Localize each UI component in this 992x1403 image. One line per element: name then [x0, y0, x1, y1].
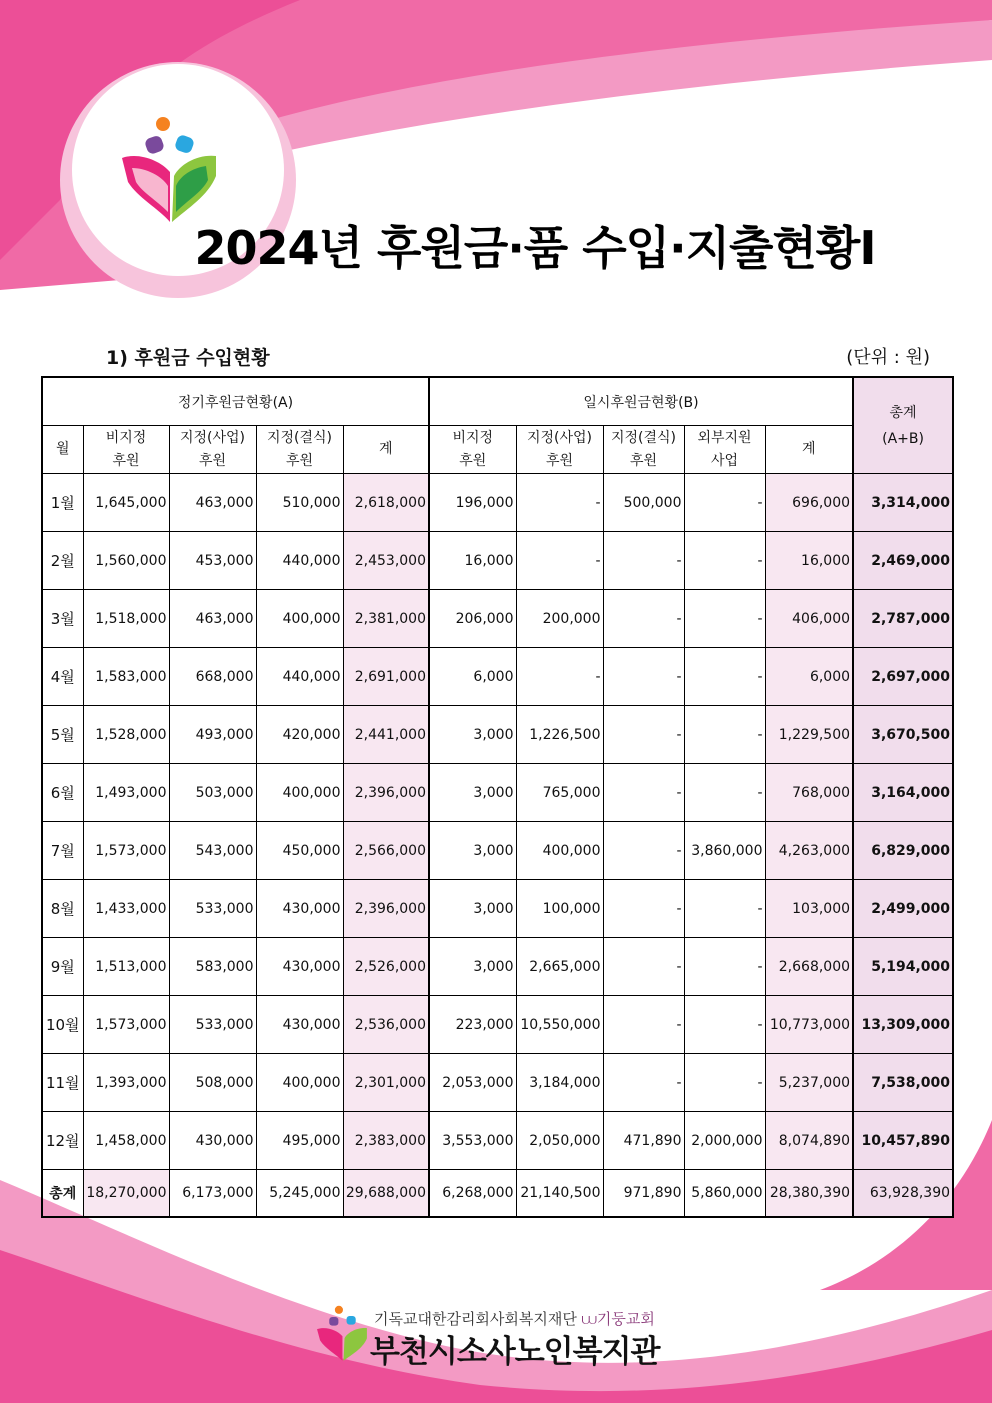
table-cell: 1,226,500: [516, 706, 603, 764]
month-cell: 7월: [42, 822, 83, 880]
subtotal-a-cell: 2,383,000: [343, 1112, 429, 1170]
table-cell: 500,000: [603, 474, 684, 532]
table-cell: 2,665,000: [516, 938, 603, 996]
month-cell: 3월: [42, 590, 83, 648]
grand-total-cell: 2,787,000: [853, 590, 953, 648]
table-cell: 1,560,000: [83, 532, 169, 590]
subtotal-b-cell: 1,229,500: [765, 706, 853, 764]
grand-total-cell: 3,670,500: [853, 706, 953, 764]
table-cell: 400,000: [516, 822, 603, 880]
total-row: [42, 1170, 953, 1218]
table-row: [42, 822, 953, 880]
table-cell: 1,493,000: [83, 764, 169, 822]
table-cell: 453,000: [169, 532, 256, 590]
subtotal-a-cell: 2,381,000: [343, 590, 429, 648]
group-b-header: 일시후원금현황(B): [429, 377, 853, 426]
table-cell: 440,000: [256, 532, 343, 590]
grand-total-cell: 3,314,000: [853, 474, 953, 532]
table-cell: 450,000: [256, 822, 343, 880]
month-cell: 11월: [42, 1054, 83, 1112]
total-cell: 18,270,000: [83, 1170, 169, 1218]
table-cell: -: [684, 880, 765, 938]
table-cell: 3,000: [429, 706, 516, 764]
col-month-header: 월: [42, 426, 83, 474]
month-cell: 5월: [42, 706, 83, 764]
table-cell: 206,000: [429, 590, 516, 648]
table-row: [42, 1054, 953, 1112]
subtotal-a-cell: 2,396,000: [343, 764, 429, 822]
grand-total-header-line2: (A+B): [882, 430, 924, 447]
table-row: [42, 706, 953, 764]
table-cell: 196,000: [429, 474, 516, 532]
table-cell: 400,000: [256, 1054, 343, 1112]
table-cell: -: [684, 764, 765, 822]
table-cell: 400,000: [256, 764, 343, 822]
grand-total-cell: 10,457,890: [853, 1112, 953, 1170]
col-a-header: 지정(사업) 후원: [169, 426, 256, 474]
header-row-columns: [42, 426, 953, 474]
table-row: [42, 938, 953, 996]
grand-total-header: [853, 377, 953, 474]
month-cell: 8월: [42, 880, 83, 938]
total-cell: 5,860,000: [684, 1170, 765, 1218]
total-cell: 6,268,000: [429, 1170, 516, 1218]
subtotal-b-cell: 768,000: [765, 764, 853, 822]
col-b-header: 지정(결식) 후원: [603, 426, 684, 474]
table-cell: -: [516, 648, 603, 706]
table-cell: 2,053,000: [429, 1054, 516, 1112]
grand-total-header-line1: 총계: [889, 404, 917, 421]
header-row-groups: [42, 377, 953, 426]
table-cell: 16,000: [429, 532, 516, 590]
subtotal-a-cell: 2,453,000: [343, 532, 429, 590]
grand-total-cell: 5,194,000: [853, 938, 953, 996]
table-cell: 10,550,000: [516, 996, 603, 1054]
table-cell: 1,583,000: [83, 648, 169, 706]
table-cell: 1,528,000: [83, 706, 169, 764]
subtotal-b-cell: 8,074,890: [765, 1112, 853, 1170]
subtotal-a-cell: 2,396,000: [343, 880, 429, 938]
table-cell: -: [603, 822, 684, 880]
table-cell: 1,458,000: [83, 1112, 169, 1170]
table-cell: 420,000: [256, 706, 343, 764]
subtotal-b-cell: 103,000: [765, 880, 853, 938]
table-cell: 440,000: [256, 648, 343, 706]
table-cell: 1,433,000: [83, 880, 169, 938]
table-cell: 3,000: [429, 822, 516, 880]
col-a-header: 지정(결식) 후원: [256, 426, 343, 474]
table-cell: 223,000: [429, 996, 516, 1054]
table-row: [42, 474, 953, 532]
table-cell: 430,000: [256, 996, 343, 1054]
table-cell: -: [603, 532, 684, 590]
table-cell: 430,000: [256, 880, 343, 938]
table-row: [42, 648, 953, 706]
col-a-header: 비지정 후원: [83, 426, 169, 474]
table-cell: 2,050,000: [516, 1112, 603, 1170]
grand-total-cell: 7,538,000: [853, 1054, 953, 1112]
month-cell: 9월: [42, 938, 83, 996]
month-cell: 4월: [42, 648, 83, 706]
footer-church: ⩊기둥교회: [581, 1310, 655, 1328]
table-cell: 2,000,000: [684, 1112, 765, 1170]
table-cell: 533,000: [169, 880, 256, 938]
table-cell: 3,000: [429, 938, 516, 996]
footer-institution-name: 부천시소사노인복지관: [370, 1334, 660, 1370]
month-cell: 10월: [42, 996, 83, 1054]
table-cell: 668,000: [169, 648, 256, 706]
group-a-header: 정기후원금현황(A): [42, 377, 429, 426]
subtotal-a-cell: 2,618,000: [343, 474, 429, 532]
table-cell: -: [684, 996, 765, 1054]
table-cell: -: [684, 1054, 765, 1112]
subtotal-b-cell: 2,668,000: [765, 938, 853, 996]
total-row-label: 총계: [42, 1170, 83, 1218]
table-cell: 1,573,000: [83, 822, 169, 880]
col-b-header: 비지정 후원: [429, 426, 516, 474]
grand-total-cell: 2,499,000: [853, 880, 953, 938]
table-cell: 463,000: [169, 590, 256, 648]
subtotal-b-cell: 16,000: [765, 532, 853, 590]
table-cell: 765,000: [516, 764, 603, 822]
total-cell: 28,380,390: [765, 1170, 853, 1218]
income-table: [41, 376, 954, 1218]
table-cell: 1,573,000: [83, 996, 169, 1054]
grand-total-cell: 13,309,000: [853, 996, 953, 1054]
table-cell: 400,000: [256, 590, 343, 648]
subtotal-a-cell: 2,441,000: [343, 706, 429, 764]
col-b-header: 외부지원 사업: [684, 426, 765, 474]
total-cell: 21,140,500: [516, 1170, 603, 1218]
table-cell: -: [603, 764, 684, 822]
subtotal-a-cell: 2,526,000: [343, 938, 429, 996]
table-row: [42, 880, 953, 938]
col-a-subtotal-header: 계: [343, 426, 429, 474]
table-cell: 495,000: [256, 1112, 343, 1170]
col-b-header: 지정(사업) 후원: [516, 426, 603, 474]
table-cell: 471,890: [603, 1112, 684, 1170]
table-cell: 1,518,000: [83, 590, 169, 648]
month-cell: 6월: [42, 764, 83, 822]
unit-label: (단위 : 원): [846, 347, 930, 368]
table-cell: 493,000: [169, 706, 256, 764]
table-cell: -: [684, 532, 765, 590]
subtotal-b-cell: 6,000: [765, 648, 853, 706]
table-cell: 3,184,000: [516, 1054, 603, 1112]
table-cell: -: [684, 590, 765, 648]
table-cell: 100,000: [516, 880, 603, 938]
subtotal-b-cell: 696,000: [765, 474, 853, 532]
table-cell: 200,000: [516, 590, 603, 648]
table-cell: 3,860,000: [684, 822, 765, 880]
table-cell: -: [603, 1054, 684, 1112]
grand-total-cell: 2,469,000: [853, 532, 953, 590]
table-cell: 503,000: [169, 764, 256, 822]
table-cell: -: [603, 996, 684, 1054]
total-cell: 971,890: [603, 1170, 684, 1218]
table-cell: 430,000: [256, 938, 343, 996]
table-cell: -: [603, 938, 684, 996]
grand-total-cell: 2,697,000: [853, 648, 953, 706]
month-cell: 2월: [42, 532, 83, 590]
table-cell: 543,000: [169, 822, 256, 880]
page-title: 2024년 후원금·품 수입·지출현황Ⅰ: [194, 221, 876, 275]
subtotal-a-cell: 2,691,000: [343, 648, 429, 706]
table-cell: 508,000: [169, 1054, 256, 1112]
logo-icon: [118, 112, 228, 227]
subtotal-b-cell: 10,773,000: [765, 996, 853, 1054]
subtotal-a-cell: 2,536,000: [343, 996, 429, 1054]
table-row: [42, 996, 953, 1054]
table-cell: 3,000: [429, 764, 516, 822]
table-cell: 1,513,000: [83, 938, 169, 996]
table-cell: 533,000: [169, 996, 256, 1054]
table-cell: 463,000: [169, 474, 256, 532]
table-cell: -: [603, 706, 684, 764]
table-cell: 3,000: [429, 880, 516, 938]
subtotal-a-cell: 2,566,000: [343, 822, 429, 880]
table-cell: -: [684, 648, 765, 706]
table-row: [42, 590, 953, 648]
subtotal-b-cell: 5,237,000: [765, 1054, 853, 1112]
table-row: [42, 764, 953, 822]
footer-foundation: 기독교대한감리회사회복지재단: [374, 1310, 577, 1328]
total-cell: 5,245,000: [256, 1170, 343, 1218]
table-cell: 1,393,000: [83, 1054, 169, 1112]
month-cell: 1월: [42, 474, 83, 532]
table-cell: -: [516, 474, 603, 532]
section-title: 1) 후원금 수입현황: [106, 347, 270, 369]
grand-total-cell: 6,829,000: [853, 822, 953, 880]
table-cell: -: [516, 532, 603, 590]
grand-total-cell: 63,928,390: [853, 1170, 953, 1218]
total-cell: 6,173,000: [169, 1170, 256, 1218]
table-cell: 6,000: [429, 648, 516, 706]
table-cell: 3,553,000: [429, 1112, 516, 1170]
table-cell: -: [603, 880, 684, 938]
table-cell: -: [684, 474, 765, 532]
table-cell: 1,645,000: [83, 474, 169, 532]
subtotal-b-cell: 4,263,000: [765, 822, 853, 880]
col-b-subtotal-header: 계: [765, 426, 853, 474]
table-cell: -: [684, 706, 765, 764]
total-cell: 29,688,000: [343, 1170, 429, 1218]
month-cell: 12월: [42, 1112, 83, 1170]
table-cell: 430,000: [169, 1112, 256, 1170]
table-cell: 510,000: [256, 474, 343, 532]
subtotal-b-cell: 406,000: [765, 590, 853, 648]
table-cell: -: [684, 938, 765, 996]
grand-total-cell: 3,164,000: [853, 764, 953, 822]
table-row: [42, 1112, 953, 1170]
footer-logo-icon: [316, 1302, 372, 1364]
table-row: [42, 532, 953, 590]
subtotal-a-cell: 2,301,000: [343, 1054, 429, 1112]
table-cell: -: [603, 648, 684, 706]
table-cell: 583,000: [169, 938, 256, 996]
table-cell: -: [603, 590, 684, 648]
